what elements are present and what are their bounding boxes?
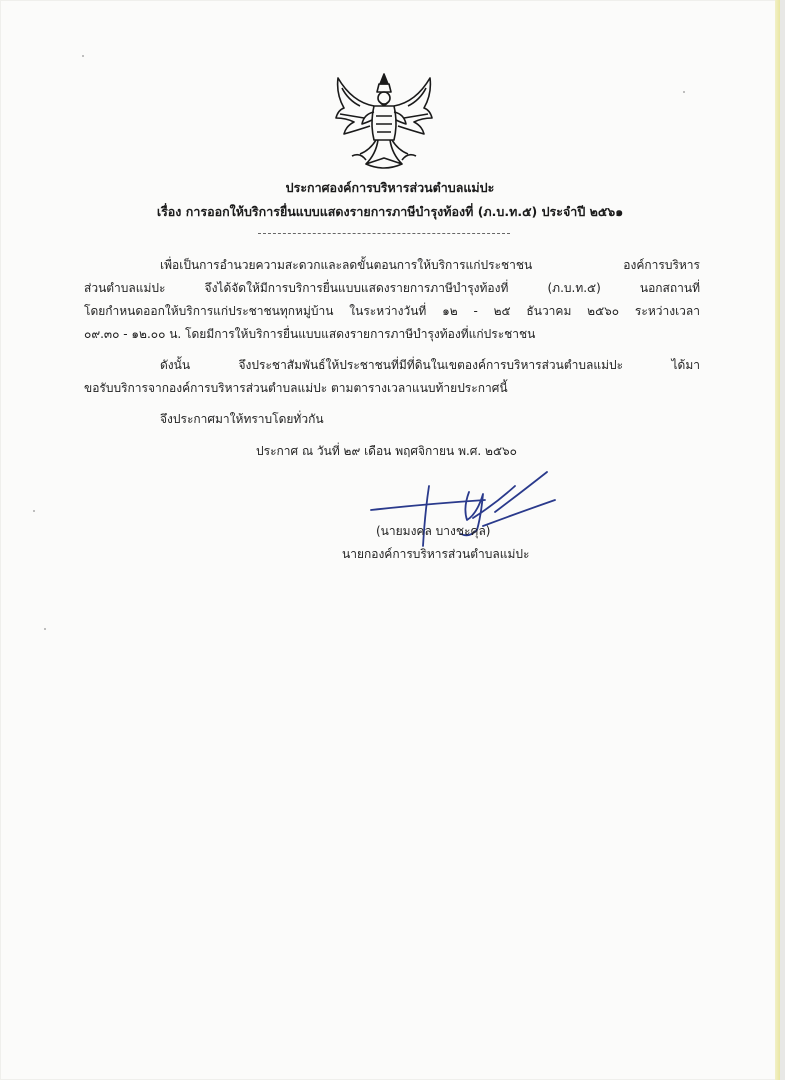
signatory-name: (นายมงคล บางชะคุล) <box>376 524 491 538</box>
signatory-title: นายกองค์การบริหารส่วนตำบลแม่ปะ <box>342 547 530 561</box>
paragraph-1-line: เพื่อเป็นการอำนวยความสะดวกและลดขั้นตอนการให้บริการแก่ประชาชน องค์การบริหาร <box>160 258 700 272</box>
announcement-subject: เรื่อง การออกให้บริการยื่นแบบแสดงรายการภาษีบำรุงท้องที่ (ภ.บ.ท.๕) ประจำปี ๒๕๖๑ <box>156 204 624 219</box>
paragraph-1-line: ส่วนตำบลแม่ปะ จึงได้จัดให้มีการบริการยื่นแบบแสดงรายการภาษีบำรุงท้องที่ (ภ.บ.ท.๕) นอกสถานที่ <box>84 281 700 295</box>
scan-speck <box>33 510 35 512</box>
announcement-date: ประกาศ ณ วันที่ ๒๙ เดือน พฤศจิกายน พ.ศ. ๒๕๖๐ <box>256 444 517 458</box>
scan-speck <box>683 91 685 93</box>
paragraph-2-line: ดังนั้น จึงประชาสัมพันธ์ให้ประชาชนที่มีที่ดินในเขตองค์การบริหารส่วนตำบลแม่ปะ ได้มา <box>160 358 700 372</box>
paragraph-1-line: ๐๙.๓๐ - ๑๒.๐๐ น. โดยมีการให้บริการยื่นแบบแสดงรายการภาษีบำรุงท้องที่แก่ประชาชน <box>84 327 536 341</box>
announcement-title: ประกาศองค์การบริหารส่วนตำบลแม่ปะ <box>285 180 495 195</box>
paragraph-1-line: โดยกำหนดออกให้บริการแก่ประชาชนทุกหมู่บ้าน ในระหว่างวันที่ ๑๒ - ๒๕ ธันวาคม ๒๕๖๐ ระหว่างเวลา <box>84 304 700 318</box>
scan-speck <box>82 55 84 57</box>
paragraph-2-line: ขอรับบริการจากองค์การบริหารส่วนตำบลแม่ปะ ตามตารางเวลาแนบท้ายประกาศนี้ <box>84 381 508 395</box>
page-edge <box>775 0 780 1080</box>
handwritten-signature-icon <box>365 464 557 554</box>
scan-speck <box>44 628 46 630</box>
dashed-divider <box>258 233 510 234</box>
closing-statement: จึงประกาศมาให้ทราบโดยทั่วกัน <box>160 412 324 426</box>
garuda-emblem-icon <box>330 68 438 176</box>
